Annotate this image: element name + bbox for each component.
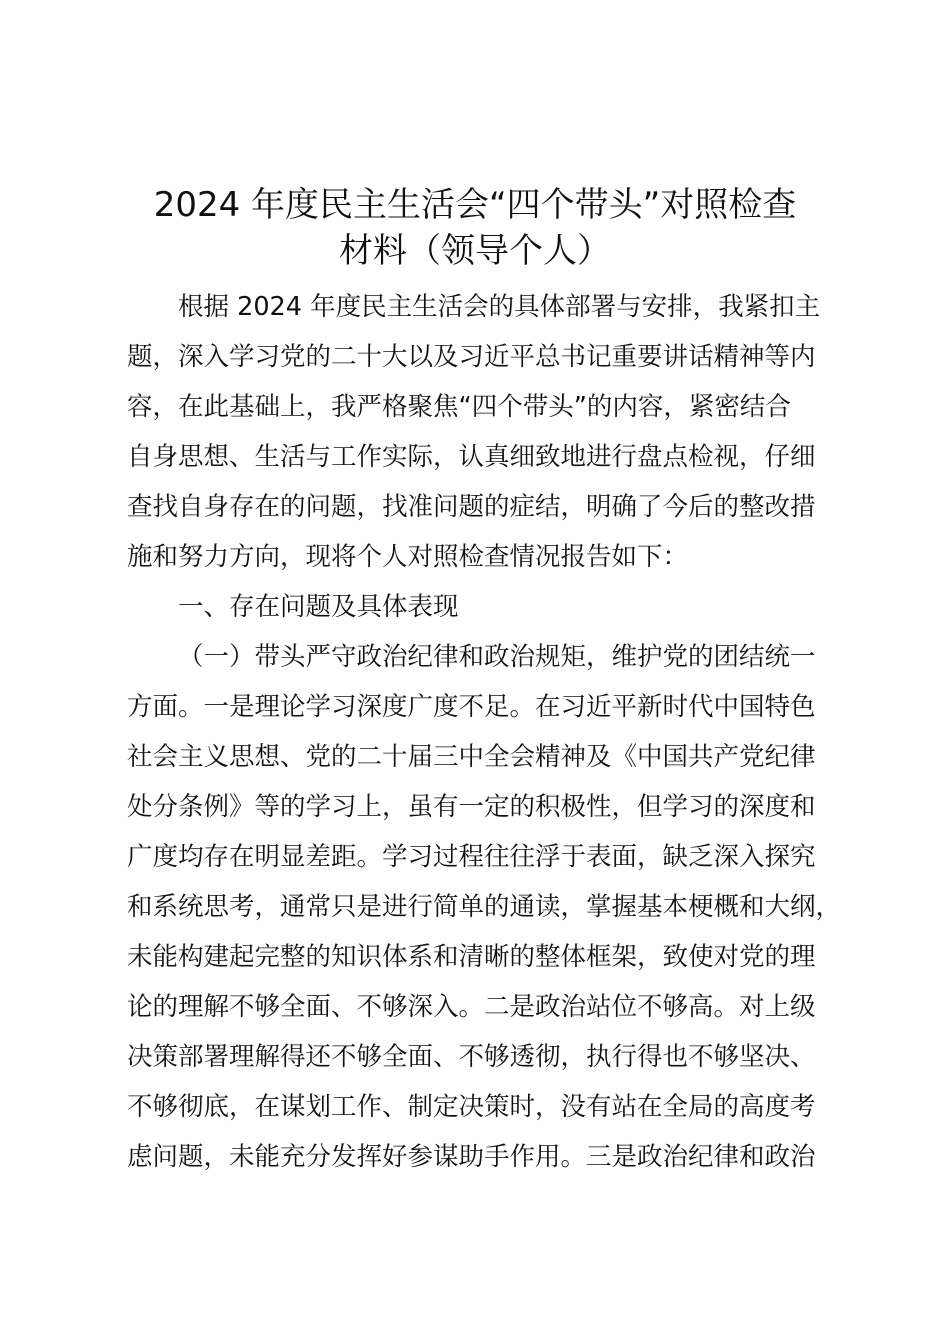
- body-line: 和系统思考，通常只是进行简单的通读，掌握基本梗概和大纲，: [127, 892, 842, 922]
- body-line: 广度均存在明显差距。学习过程往往浮于表面，缺乏深入探究: [127, 842, 816, 872]
- body-line: 查找自身存在的问题，找准问题的症结，明确了今后的整改措: [127, 492, 816, 522]
- section-heading: 一、存在问题及具体表现: [178, 592, 459, 622]
- body-line: 处分条例》等的学习上，虽有一定的积极性，但学习的深度和: [127, 792, 816, 822]
- body-line: 不够彻底，在谋划工作、制定决策时，没有站在全局的高度考: [127, 1092, 816, 1122]
- body-line: 虑问题，未能充分发挥好参谋助手作用。三是政治纪律和政治: [127, 1142, 816, 1172]
- body-line: 决策部署理解得还不够全面、不够透彻，执行得也不够坚决、: [127, 1042, 816, 1072]
- body-line: 根据 2024 年度民主生活会的具体部署与安排，我紧扣主: [178, 292, 821, 322]
- title-line-1: 2024 年度民主生活会“四个带头”对照检查: [153, 185, 797, 225]
- body-line: 施和努力方向，现将个人对照检查情况报告如下：: [127, 542, 689, 572]
- body-line: 社会主义思想、党的二十届三中全会精神及《中国共产党纪律: [127, 742, 816, 772]
- body-line: 未能构建起完整的知识体系和清晰的整体框架，致使对党的理: [127, 942, 816, 972]
- document-title: [110, 182, 840, 274]
- body-line: 题，深入学习党的二十大以及习近平总书记重要讲话精神等内: [127, 342, 816, 372]
- document-body: [127, 282, 842, 1182]
- body-line: 容，在此基础上，我严格聚焦“四个带头”的内容，紧密结合: [127, 392, 791, 422]
- title-line-2: 材料（领导个人）: [339, 231, 611, 271]
- body-line: （一）带头严守政治纪律和政治规矩，维护党的团结统一: [178, 642, 816, 672]
- body-line: 方面。一是理论学习深度广度不足。在习近平新时代中国特色: [127, 692, 816, 722]
- body-line: 自身思想、生活与工作实际，认真细致地进行盘点检视，仔细: [127, 442, 816, 472]
- body-line: 论的理解不够全面、不够深入。二是政治站位不够高。对上级: [127, 992, 816, 1022]
